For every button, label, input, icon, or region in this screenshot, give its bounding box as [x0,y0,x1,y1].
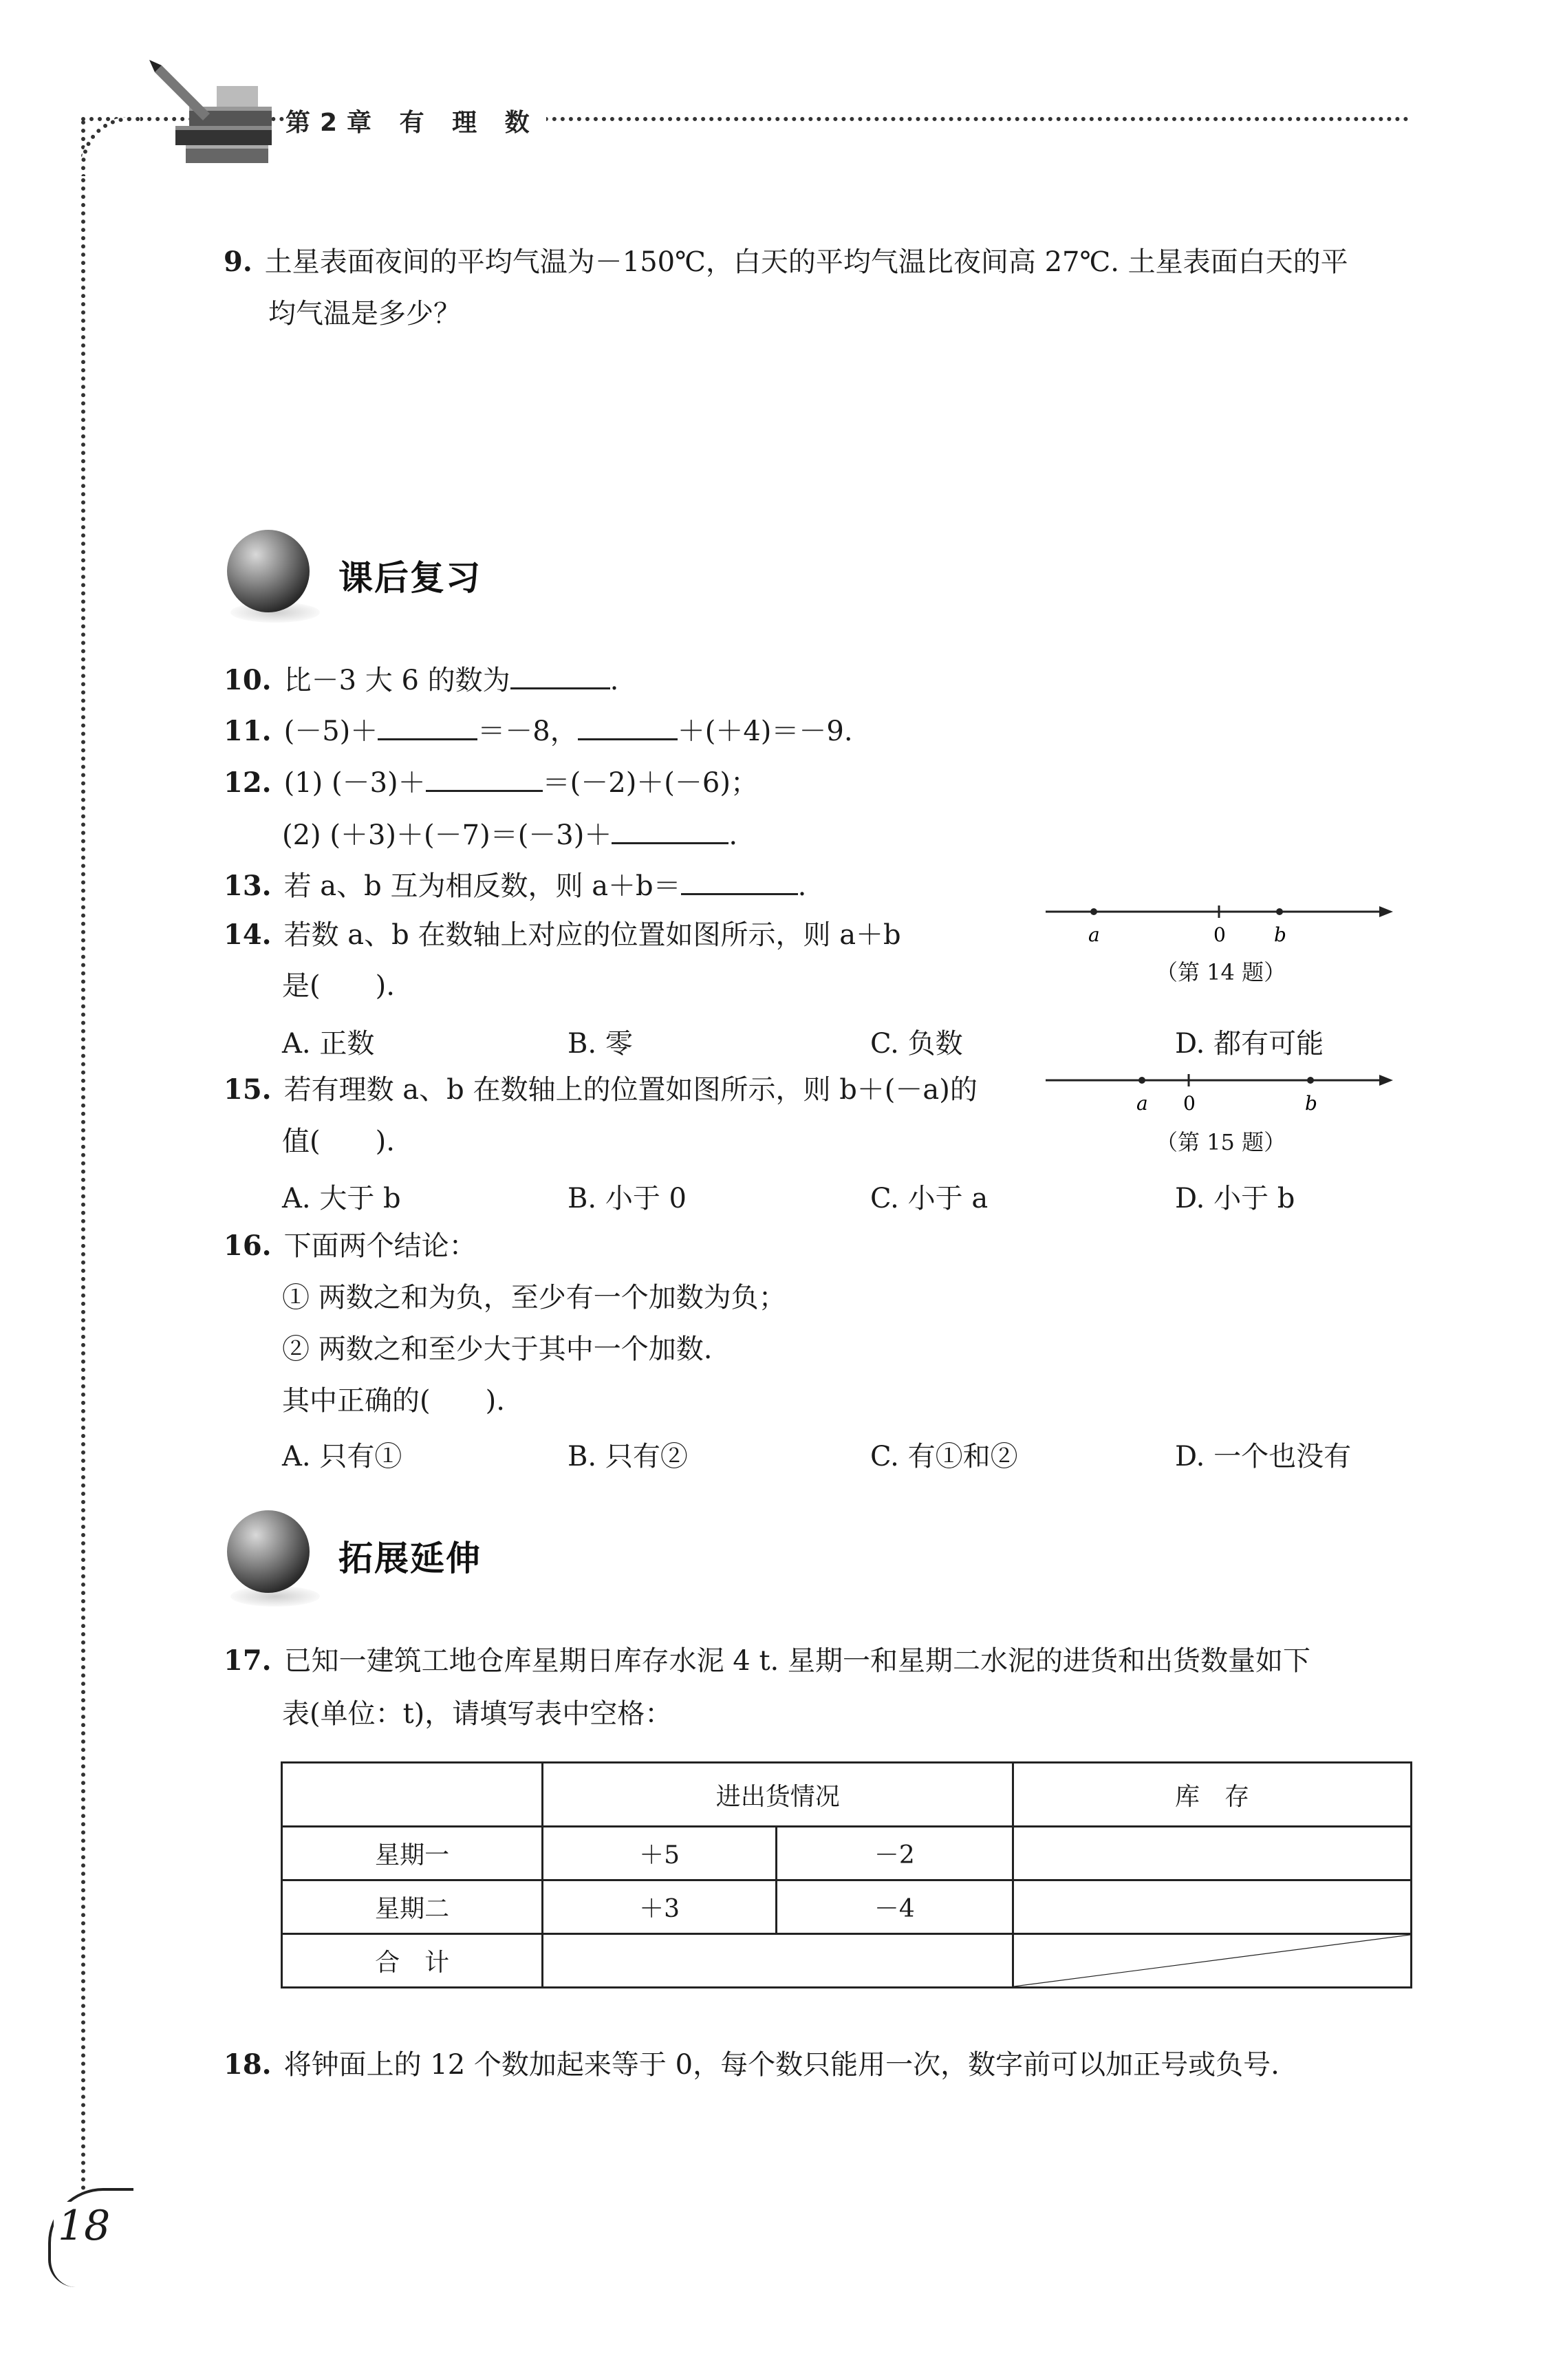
question-number: 9. [224,246,252,278]
table-cell-total-inout-input[interactable] [543,1934,1013,1988]
statement-1: ① 两数之和为负，至少有一个加数为负； [282,1282,786,1314]
table-cell-in: ＋3 [543,1880,776,1934]
point-b [1307,1077,1314,1084]
option-d[interactable]: D. 一个也没有 [1175,1441,1352,1472]
frame-corner [81,117,140,176]
question-number: 13. [224,870,272,902]
page-number: 18 [54,2202,114,2250]
question-12-part2 [282,817,737,853]
question-text: 下面两个结论： [283,1230,477,1262]
question-16 [224,1228,477,1264]
globe-icon [227,530,310,612]
table-cell-day: 合 计 [282,1934,543,1988]
number-line-14 [1039,894,1396,950]
inventory-table [281,1761,1412,1988]
point-b [1276,908,1283,915]
label-zero: 0 [1183,1092,1196,1115]
option-d[interactable]: D. 小于 b [1175,1183,1295,1214]
table-cell-day: 星期二 [282,1880,543,1934]
answer-blank[interactable] [426,766,543,792]
figure-caption-15: （第 15 题） [1156,1129,1286,1155]
table-row-total [282,1934,1412,1988]
option-a[interactable]: A. 只有① [282,1441,402,1472]
question-number: 16. [224,1230,272,1262]
section-title-extend: 拓展延伸 [338,1539,482,1578]
table-cell-stock-input[interactable] [1013,1880,1412,1934]
number-line-15 [1039,1063,1396,1118]
option-b[interactable]: B. 小于 0 [568,1183,687,1214]
statement-2: ② 两数之和至少大于其中一个加数. [282,1333,713,1365]
question-number: 11. [224,715,272,747]
option-c[interactable]: C. 小于 a [870,1183,989,1214]
question-number: 17. [224,1644,272,1677]
table-header-stock: 库 存 [1013,1763,1412,1827]
answer-blank[interactable] [612,819,728,844]
table-row [282,1827,1412,1880]
table-cell-in: ＋5 [543,1827,776,1880]
label-b: b [1274,923,1286,946]
question-text: . [797,870,807,902]
question-number: 14. [224,919,272,951]
question-text: 比－3 大 6 的数为 [283,665,510,696]
option-c[interactable]: C. 有①和② [870,1441,1018,1472]
diagonal-line [1014,1935,1410,1986]
question-text: (1) (－3)＋ [283,767,426,799]
question-9 [224,244,1348,280]
question-text: 土星表面夜间的平均气温为－150℃，白天的平均气温比夜间高 27℃. 土星表面白天的平 [264,246,1348,278]
question-number: 10. [224,664,272,696]
option-c[interactable]: C. 负数 [870,1028,963,1060]
table-row [282,1880,1412,1934]
question-text: 将钟面上的 12 个数加起来等于 0，每个数只能用一次，数字前可以加正号或负号. [283,2049,1280,2081]
question-text-end: . [609,665,619,696]
figure-caption-14: （第 14 题） [1156,959,1286,985]
label-zero: 0 [1213,923,1226,946]
answer-blank[interactable] [681,870,798,895]
left-margin-rule [81,120,85,2191]
question-text: ＋(＋4)＝－9. [677,716,853,747]
question-12 [224,765,758,801]
table-cell-day: 星期一 [282,1827,543,1880]
table-cell-out: －4 [776,1880,1013,1934]
question-14 [224,917,901,953]
question-text: ＝(－2)＋(－6)； [542,767,758,799]
globe-icon [227,1510,310,1593]
answer-blank[interactable] [378,715,477,740]
question-17-line2: 表(单位：t)，请填写表中空格： [282,1698,673,1730]
question-text: (－5)＋ [283,716,378,747]
table-cell-out: －2 [776,1827,1013,1880]
option-b[interactable]: B. 零 [568,1028,633,1060]
question-text: . [728,819,738,851]
point-a [1138,1077,1145,1084]
question-text: 若 a、b 互为相反数，则 a＋b＝ [283,870,681,902]
answer-blank[interactable] [510,664,610,689]
question-text: (2) (＋3)＋(－7)＝(－3)＋ [282,819,612,851]
question-number: 15. [224,1073,272,1106]
question-text: 若有理数 a、b 在数轴上的位置如图所示，则 b＋(－a)的 [283,1074,978,1106]
question-17 [224,1643,1310,1679]
question-15-line2: 值( ). [282,1126,395,1157]
question-text: 若数 a、b 在数轴上对应的位置如图所示，则 a＋b [283,919,901,951]
table-header-empty [282,1763,543,1827]
answer-blank[interactable] [578,715,678,740]
option-a[interactable]: A. 正数 [282,1028,375,1060]
label-a: a [1088,923,1100,946]
question-15 [224,1072,978,1108]
label-b: b [1305,1092,1317,1115]
chapter-title: 第2章 有 理 数 [285,103,546,138]
section-title-review: 课后复习 [338,558,482,598]
question-number: 18. [224,2048,272,2081]
point-a [1090,908,1097,915]
question-14-line2: 是( ). [282,970,395,1002]
table-cell-stock-input[interactable] [1013,1827,1412,1880]
question-10 [224,663,618,698]
label-a: a [1136,1092,1148,1115]
books-logo-icon [148,58,285,169]
question-11 [224,714,853,749]
question-text: 已知一建筑工地仓库星期日库存水泥 4 t. 星期一和星期二水泥的进货和出货数量如下 [283,1645,1310,1677]
table-header-inout: 进出货情况 [543,1763,1013,1827]
table-cell-diagonal [1013,1934,1412,1988]
question-13 [224,868,806,904]
option-a[interactable]: A. 大于 b [282,1183,401,1214]
question-18 [224,2047,1280,2083]
question-number: 12. [224,766,272,799]
question-text: ＝－8， [477,716,578,747]
question-16-prompt: 其中正确的( ). [282,1385,505,1417]
question-9-line2: 均气温是多少？ [268,298,461,330]
option-d[interactable]: D. 都有可能 [1175,1028,1324,1060]
option-b[interactable]: B. 只有② [568,1441,688,1472]
table-header-row [282,1763,1412,1827]
